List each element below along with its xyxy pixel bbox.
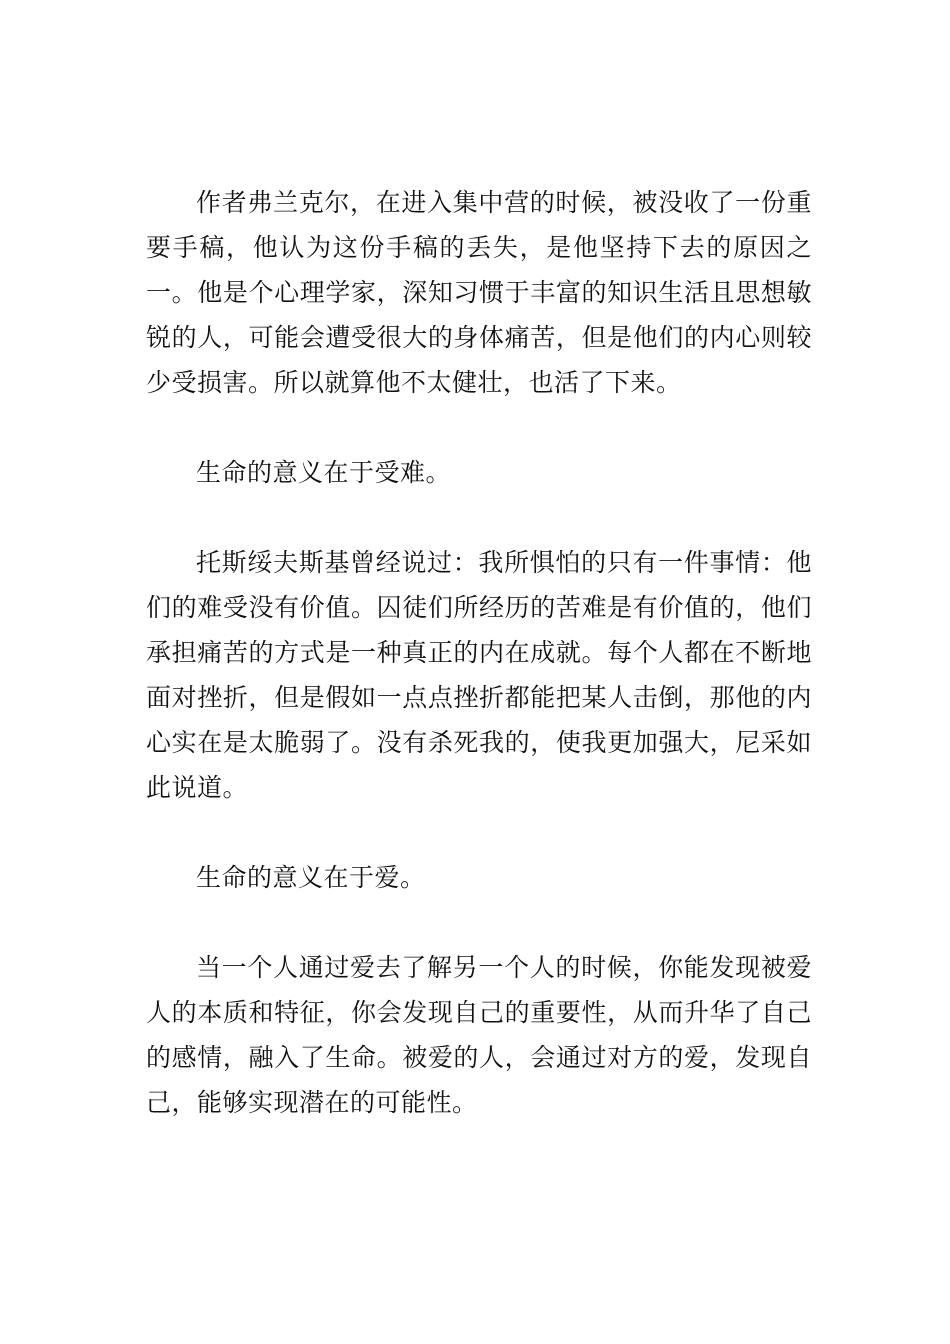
heading-meaning-in-love: 生命的意义在于爱。 <box>196 863 426 892</box>
heading-meaning-in-suffering: 生命的意义在于受难。 <box>196 458 452 487</box>
paragraph-frankl-manuscript: 作者弗兰克尔，在进入集中营的时候，被没收了一份重要手稿，他认为这份手稿的丢失，是他坚持下去的原因之一。他是个心理学家，深知习惯于丰富的知识生活且思想敏锐的人，可能会遭受很大的身体痛苦，但是他们的内心则较少受损害。所以就算他不太健壮，也活了下来。 <box>146 188 812 397</box>
paragraph-gap <box>146 810 812 855</box>
paragraph-gap <box>146 900 812 945</box>
document-body <box>146 180 812 1125</box>
paragraph-love: 当一个人通过爱去了解另一个人的时候，你能发现被爱人的本质和特征，你会发现自己的重要性，从而升华了自己的感情，融入了生命。被爱的人，会通过对方的爱，发现自己，能够实现潜在的可能性。 <box>146 953 812 1117</box>
paragraph-gap <box>146 405 812 450</box>
paragraph-dostoevsky-quote: 托斯绥夫斯基曾经说过：我所惧怕的只有一件事情：他们的难受没有价值。囚徒们所经历的苦难是有价值的，他们承担痛苦的方式是一种真正的内在成就。每个人都在不断地面对挫折，但是假如一点点挫折都能把某人击倒，那他的内心实在是太脆弱了。没有杀死我的，使我更加强大，尼采如此说道。 <box>146 548 812 802</box>
paragraph-gap <box>146 495 812 540</box>
